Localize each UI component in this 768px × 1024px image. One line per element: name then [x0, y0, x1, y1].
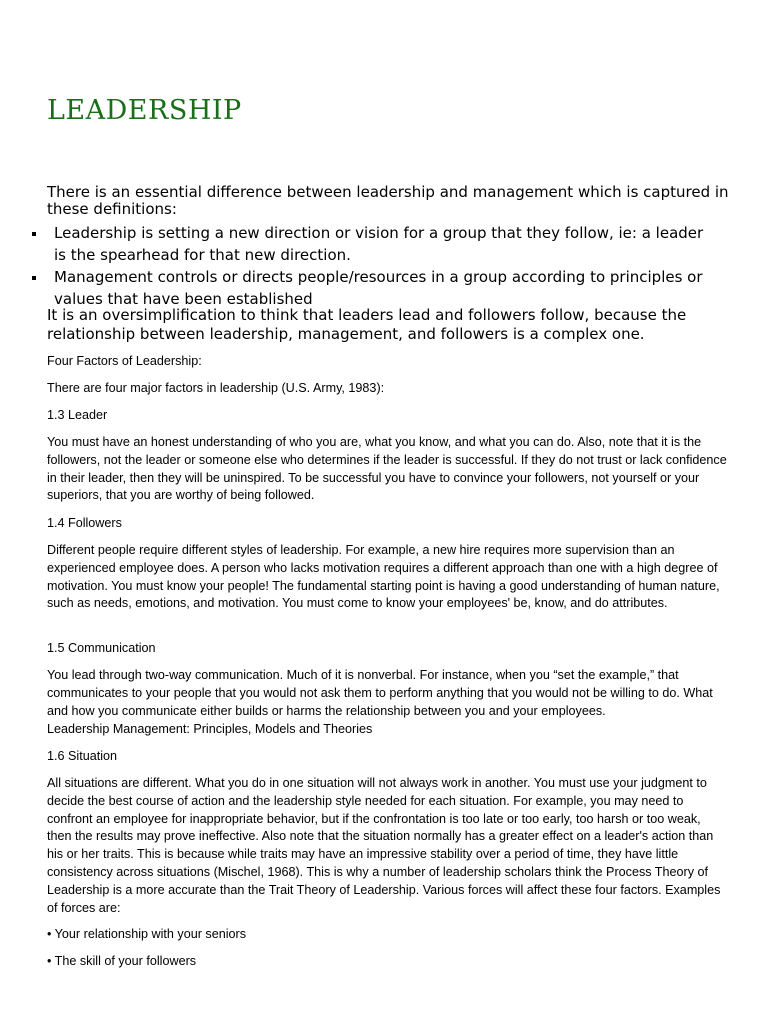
oversimplification-paragraph: It is an oversimplification to think that leaders lead and followers follow, because the relationship between leadership, management, and followers is a complex one.: [47, 306, 687, 343]
followers-paragraph: Different people require different styles of leadership. For example, a new hire requires more supervision than an experienced employee does. A person who lacks motivation requires a different approach than one with a high degree of motivation. You must know your people! The fundamental starting point is having a good understanding of human nature, such as needs, emotions, and motivation. You must come to know your employees' be, know, and do attributes.: [47, 543, 720, 611]
page-title: LEADERSHIP: [47, 95, 242, 126]
situation-paragraph: All situations are different. What you do in one situation will not always work in another. You must use your judgment to decide the best course of action and the leadership style needed for each situation. For example, you may need to confront an employee for inappropriate behavior, but if the confrontation is too late or too early, too harsh or too weak, then the results may prove ineffective. Also note that the situation normally has a greater effect on a leader's action than his or her traits. This is because while traits may have an impressive stability over a period of time, they have little consistency across situations (Mischel, 1968). This is why a number of leadership scholars think the Process Theory of Leadership is a more accurate than the Trait Theory of Leadership. Various forces will affect these four factors. Examples of forces are:: [47, 776, 721, 915]
definition-leadership: Leadership is setting a new direction or vision for a group that they follow, ie: a leader is the spearhead for that new direction.: [54, 224, 704, 264]
situation-heading: 1.6 Situation: [47, 749, 118, 763]
force-item-followers-skill: • The skill of your followers: [47, 954, 197, 968]
definitions-list: [0, 222, 768, 310]
leader-heading: 1.3 Leader: [47, 408, 108, 422]
force-item-seniors: • Your relationship with your seniors: [47, 927, 247, 941]
leader-paragraph: You must have an honest understanding of who you are, what you know, and what you can do. Also, note that it is the followers, not the leader or someone else who determines if the leader is successful. If they do not trust or lack confidence in their leader, then they will be uninspired. To be successful you have to convince your followers, not yourself or your superiors, that you are worthy of being followed.: [47, 435, 727, 503]
square-bullet-icon: [32, 232, 36, 236]
communication-paragraph: You lead through two-way communication. Much of it is nonverbal. For instance, when you “set the example,” that communicates to your people that you would not ask them to perform anything that you would not be willing to do. What and how you communicate either builds or harms the relationship between you and your employees.: [47, 668, 713, 718]
intro-paragraph: There is an essential difference between leadership and management which is captured in these definitions:: [47, 183, 729, 218]
square-bullet-icon: [32, 276, 36, 280]
communication-extra-line: Leadership Management: Principles, Models and Theories: [47, 722, 373, 736]
communication-heading: 1.5 Communication: [47, 641, 156, 655]
followers-heading: 1.4 Followers: [47, 516, 122, 530]
four-factors-heading: Four Factors of Leadership:: [47, 354, 202, 368]
four-factors-intro: There are four major factors in leadership (U.S. Army, 1983):: [47, 381, 385, 395]
definition-management: Management controls or directs people/resources in a group according to principles or values that have been established: [54, 268, 703, 308]
list-item: [0, 266, 768, 310]
list-item: [0, 222, 768, 266]
